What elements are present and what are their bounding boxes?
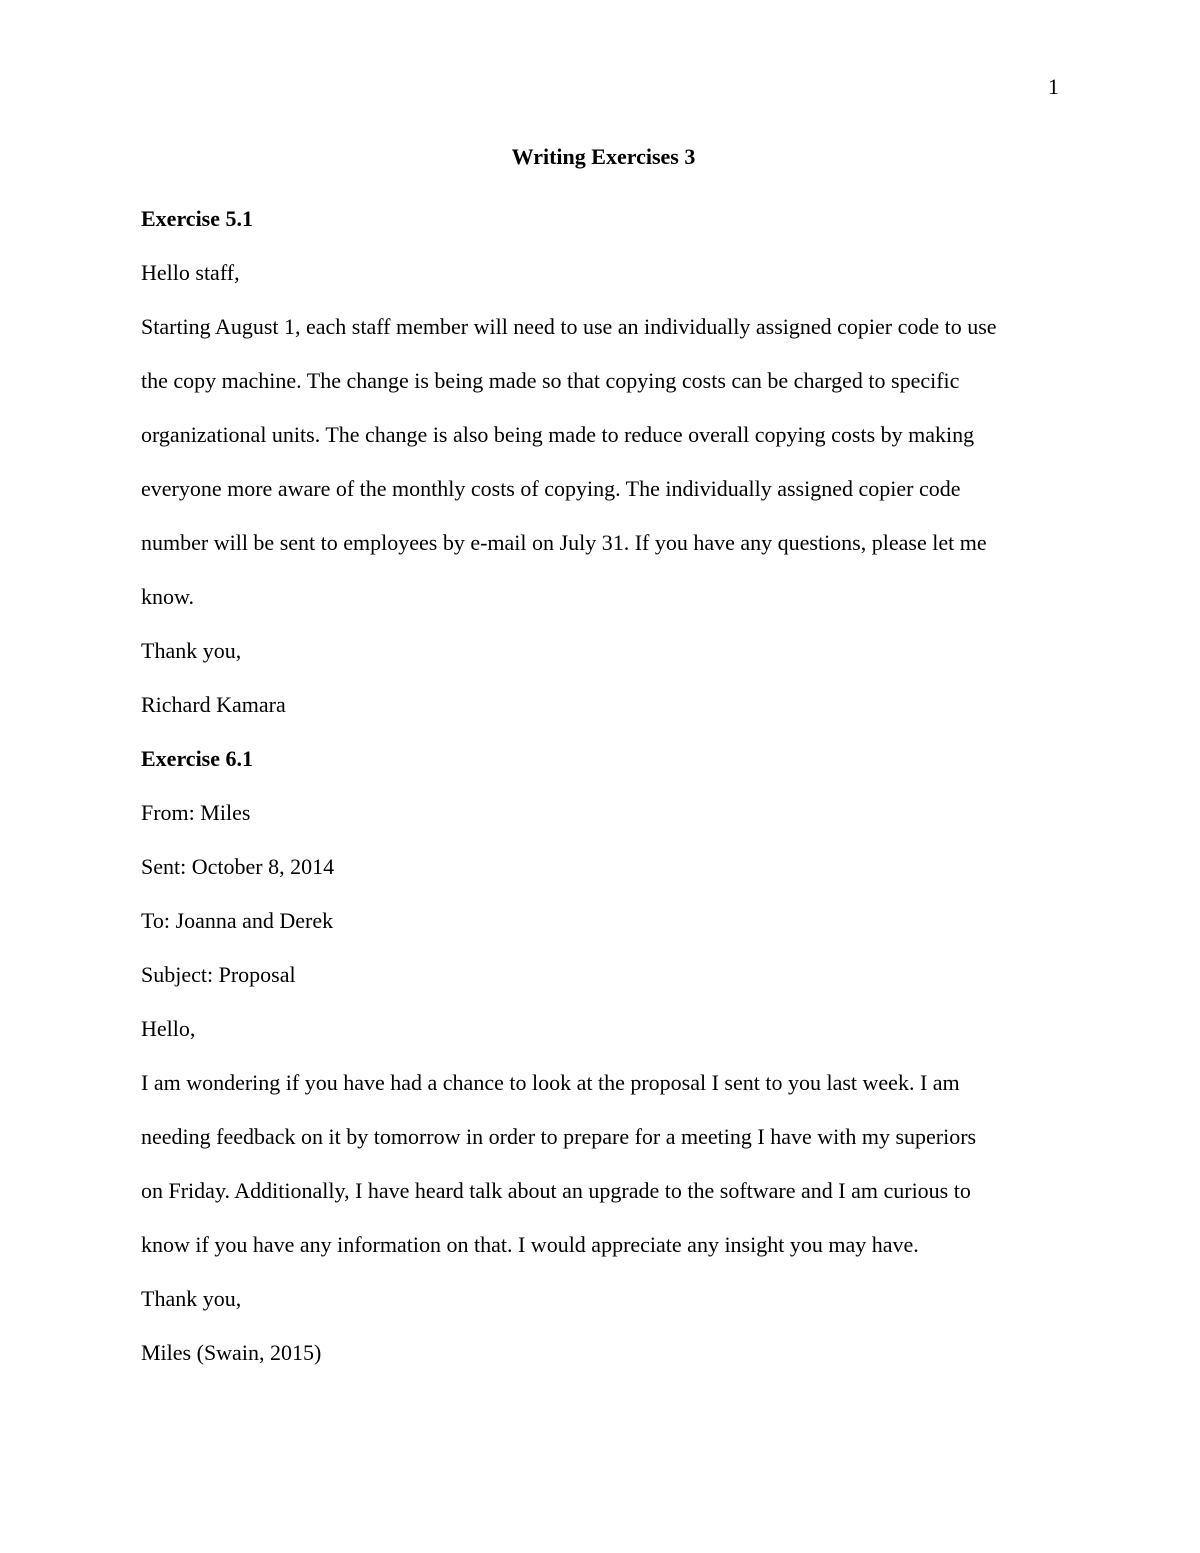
- exercise-5-1-body-line: know.: [141, 584, 194, 609]
- exercise-6-1-body-line: I am wondering if you have had a chance to look at the proposal I sent to you last week. I am: [141, 1070, 960, 1095]
- email-subject: Subject: Proposal: [141, 962, 296, 987]
- exercise-5-1-signature: Richard Kamara: [141, 692, 286, 717]
- email-from: From: Miles: [141, 800, 251, 825]
- exercise-5-1-closing: Thank you,: [141, 638, 242, 663]
- page-number: 1: [1048, 74, 1059, 99]
- exercise-5-1-body-line: everyone more aware of the monthly costs of copying. The individually assigned copier code: [141, 476, 961, 501]
- exercise-5-1-body-line: number will be sent to employees by e-mail on July 31. If you have any questions, please let me: [141, 530, 987, 555]
- exercise-6-1-body-line: know if you have any information on that. I would appreciate any insight you may have.: [141, 1232, 919, 1257]
- exercise-6-1-heading: Exercise 6.1: [141, 746, 254, 771]
- exercise-6-1-body-line: on Friday. Additionally, I have heard talk about an upgrade to the software and I am curious to: [141, 1178, 971, 1203]
- document-title: Writing Exercises 3: [511, 144, 696, 169]
- exercise-5-1-heading: Exercise 5.1: [141, 206, 254, 231]
- exercise-5-1-body-line: the copy machine. The change is being made so that copying costs can be charged to specific: [141, 368, 960, 393]
- email-to: To: Joanna and Derek: [141, 908, 334, 933]
- exercise-5-1-body-line: Starting August 1, each staff member will need to use an individually assigned copier code to use: [141, 314, 997, 339]
- exercise-5-1-body-line: organizational units. The change is also being made to reduce overall copying costs by making: [141, 422, 975, 447]
- exercise-5-1-greeting: Hello staff,: [141, 260, 240, 285]
- exercise-6-1-signature: Miles (Swain, 2015): [141, 1340, 322, 1365]
- exercise-6-1-greeting: Hello,: [141, 1016, 196, 1041]
- document-content: [141, 140, 1066, 1380]
- email-sent: Sent: October 8, 2014: [141, 854, 335, 879]
- exercise-6-1-body-line: needing feedback on it by tomorrow in order to prepare for a meeting I have with my superiors: [141, 1124, 977, 1149]
- exercise-6-1-closing: Thank you,: [141, 1286, 242, 1311]
